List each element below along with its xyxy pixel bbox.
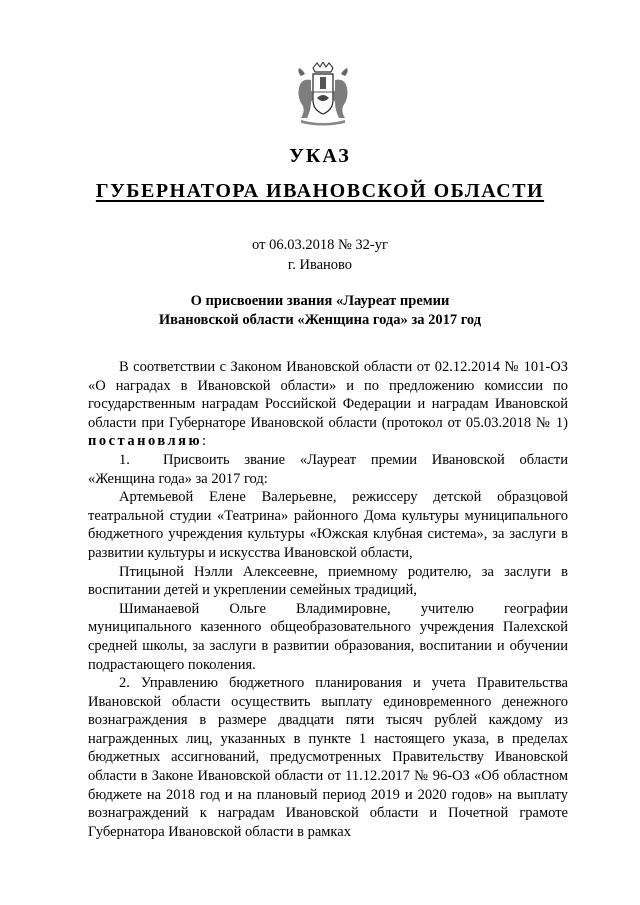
date-number-line: от 06.03.2018 № 32-уг — [252, 237, 388, 253]
awardee-1-paragraph: Артемьевой Елене Валерьевне, режиссеру детской образцовой театральной студии «Театрина» районного Дома культуры муниципального бюджетного учреждения культуры «Южская клубная система», за заслуги в развитии культуры и искусства Ивановской области, — [88, 489, 568, 561]
item-1-paragraph — [88, 451, 568, 488]
preamble-paragraph — [88, 358, 568, 451]
item-1-text: Присвоить звание «Лауреат премии Ивановской области «Женщина года» за 2017 год: — [88, 451, 568, 487]
issuer-title: ГУБЕРНАТОРА ИВАНОВСКОЙ ОБЛАСТИ — [95, 180, 545, 202]
coat-of-arms-icon — [293, 62, 353, 126]
document-type-title: УКАЗ — [289, 145, 351, 167]
awardee-2-paragraph: Птицыной Нэлли Алексеевне, приемному родителю, за заслуги в воспитании детей и укреплении семейных традиций, — [88, 563, 568, 599]
awardee-3-paragraph: Шиманаевой Ольге Владимировне, учителю географии муниципального казенного общеобразовательного учреждения Палехской средней школы, за заслуги в развитии образования, воспитании и обучении подрастающего поколения. — [88, 600, 568, 673]
subject-line-2: Ивановской области «Женщина года» за 2017 год — [158, 312, 482, 328]
decree-word: постановляю — [88, 433, 203, 450]
subject-heading — [0, 292, 640, 330]
preamble-colon: : — [202, 433, 207, 450]
item-1-number: 1. — [119, 451, 130, 468]
preamble-text: В соответствии с Законом Ивановской области от 02.12.2014 № 101-ОЗ «О наградах в Ивановской области» и по предложению комиссии по государственным наградам Российской Федерации и наградам Ивановской области при Губернаторе Ивановской области (протокол от 05.03.2018 № 1) — [88, 359, 568, 431]
subject-line-1: О присвоении звания «Лауреат премии — [190, 293, 450, 309]
document-body — [88, 358, 568, 841]
city-line: г. Иваново — [287, 257, 353, 273]
item-2-paragraph: 2. Управлению бюджетного планирования и учета Правительства Ивановской области осуществить выплату единовременного денежного вознаграждения в размере двадцати пяти тысяч рублей каждому из награжденных лиц, указанных в пункте 1 настоящего указа, в пределах бюджетных ассигнований, предусмотренных Правительству Ивановской области в Законе Ивановской области от 11.12.2017 № 96-ОЗ «Об областном бюджете на 2018 год и на плановый период 2019 и 2020 годов» на выплату вознаграждений к наградам Ивановской области и Почетной грамоте Губернатора Ивановской области в рамках — [88, 675, 568, 840]
